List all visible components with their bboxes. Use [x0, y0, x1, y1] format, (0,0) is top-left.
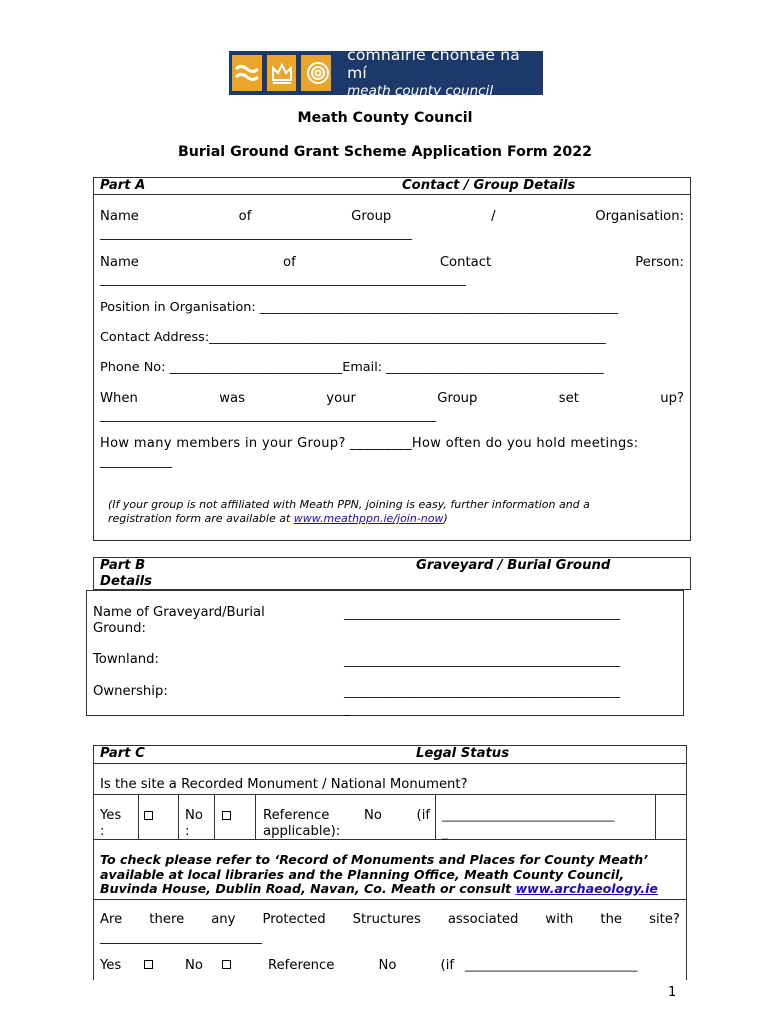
protected-structures-blank[interactable]: ___________________________ — [100, 930, 262, 944]
word: (if — [416, 808, 430, 823]
word: When — [100, 391, 138, 406]
word: there — [149, 912, 185, 927]
ppn-note-line2 — [108, 512, 448, 526]
word: of — [283, 255, 296, 270]
word: your — [326, 391, 356, 406]
monument-no-checkbox[interactable] — [222, 811, 231, 820]
structures-no-label: No — [185, 958, 203, 973]
part-a-label: Part A — [100, 178, 146, 193]
part-a-heading: Contact / Group Details — [402, 178, 576, 193]
ppn-join-link[interactable]: www.meathppn.ie/join-now — [293, 512, 444, 525]
waves-icon — [232, 55, 262, 91]
logo-english-name: meath county council — [347, 83, 494, 99]
structures-reference-label — [268, 958, 454, 973]
yes-text: Yes — [100, 808, 122, 823]
ownership-field-tail: _ — [344, 702, 350, 716]
word: Reference — [268, 958, 335, 973]
word: was — [219, 391, 245, 406]
monument-reference-field[interactable]: ______________________________ — [442, 808, 615, 822]
structures-yes-label: Yes — [100, 958, 122, 973]
members-meetings-field[interactable]: How many members in your Group? _________How often do you hold meetings: — [100, 436, 639, 451]
note-text: ) — [443, 512, 448, 525]
word: with — [545, 912, 574, 927]
graveyard-name-field[interactable]: ______________________________________________ — [344, 606, 620, 620]
monument-no-label — [185, 808, 203, 840]
council-logo — [229, 46, 543, 99]
word: Contact — [439, 255, 492, 270]
page-number: 1 — [668, 985, 677, 1000]
word: (if — [440, 958, 454, 973]
word: set — [558, 391, 579, 406]
word: Name — [100, 255, 139, 270]
address-field[interactable]: Contact Address:______________________________________________________________ — [100, 330, 606, 345]
word: Structures — [352, 912, 421, 927]
word: site? — [649, 912, 680, 927]
colon-text: : — [100, 824, 105, 839]
word: Name — [100, 209, 139, 224]
part-b-label-line2: Details — [100, 574, 152, 589]
phone-email-field[interactable]: Phone No: ___________________________Email: __________________________________ — [100, 360, 604, 375]
word: Organisation: — [595, 209, 684, 224]
note-text: registration form are available at — [108, 512, 294, 525]
word: any — [211, 912, 236, 927]
word: up? — [660, 391, 684, 406]
when-set-up-field[interactable]: ________________________________________________________ — [100, 408, 436, 422]
structures-yes-checkbox[interactable] — [144, 960, 153, 969]
word: Are — [100, 912, 123, 927]
protected-structures-question — [100, 912, 680, 927]
word: Group — [351, 209, 392, 224]
part-b-label-line1: Part B — [100, 558, 146, 573]
logo-irish-name: comhairle chontae na mí — [347, 46, 520, 82]
monument-reference-tail: _ — [442, 826, 448, 840]
name-group-label — [100, 209, 684, 224]
graveyard-name-label — [93, 605, 265, 637]
monument-reference-label — [263, 808, 430, 840]
word: No — [378, 958, 397, 973]
word: of — [238, 209, 252, 224]
word: Protected — [262, 912, 326, 927]
check-line: available at local libraries and the Planning Office, Meath County Council, — [100, 866, 625, 882]
ownership-field[interactable]: ______________________________________________ — [344, 684, 620, 698]
no-text: No — [185, 808, 203, 823]
word: associated — [447, 912, 519, 927]
word: Reference — [263, 808, 330, 823]
structures-reference-field[interactable]: ______________________________ — [465, 958, 638, 972]
org-title: Meath County Council — [297, 110, 473, 126]
label-line: Name of Graveyard/Burial — [93, 605, 265, 620]
part-b-label — [100, 558, 152, 590]
word: Group — [437, 391, 478, 406]
word: No — [364, 808, 382, 823]
word: / — [491, 209, 496, 224]
colon-text: : — [185, 824, 190, 839]
name-contact-label — [100, 255, 684, 270]
name-group-field[interactable]: ____________________________________________________ — [100, 226, 412, 240]
word: the — [600, 912, 623, 927]
check-line: Buvinda House, Dublin Road, Navan, Co. Meath or consult — [100, 881, 516, 896]
monument-yes-label — [100, 808, 121, 840]
recorded-monument-question: Is the site a Recorded Monument / National Monument? — [100, 777, 468, 792]
archaeology-link[interactable]: www.archaeology.ie — [515, 881, 658, 896]
ppn-note-line1: (If your group is not affiliated with Meath PPN, joining is easy, further information and a — [108, 498, 590, 511]
applicable-text: applicable): — [263, 824, 341, 839]
check-records-instructions — [100, 853, 658, 897]
check-line: To check please refer to ‘Record of Monuments and Places for County Meath’ — [100, 852, 649, 867]
part-b-heading: Graveyard / Burial Ground — [416, 558, 611, 573]
part-c-label: Part C — [100, 746, 145, 761]
members-meetings-blank[interactable]: ____________ — [100, 454, 172, 468]
crown-icon — [267, 55, 297, 91]
monument-yes-checkbox[interactable] — [144, 811, 153, 820]
word: Person: — [635, 255, 684, 270]
structures-no-checkbox[interactable] — [222, 960, 231, 969]
label-line: Ground: — [93, 621, 146, 636]
name-contact-field[interactable]: _____________________________________________________________ — [100, 272, 466, 286]
position-field[interactable]: Position in Organisation: ________________________________________________________ — [100, 300, 619, 315]
ownership-label: Ownership: — [93, 684, 168, 699]
when-set-up-label — [100, 391, 684, 406]
townland-field[interactable]: ______________________________________________ — [344, 653, 620, 667]
spiral-icon — [301, 55, 331, 91]
townland-label: Townland: — [93, 652, 159, 667]
form-title: Burial Ground Grant Scheme Application Form 2022 — [177, 144, 593, 160]
part-c-heading: Legal Status — [416, 746, 510, 761]
